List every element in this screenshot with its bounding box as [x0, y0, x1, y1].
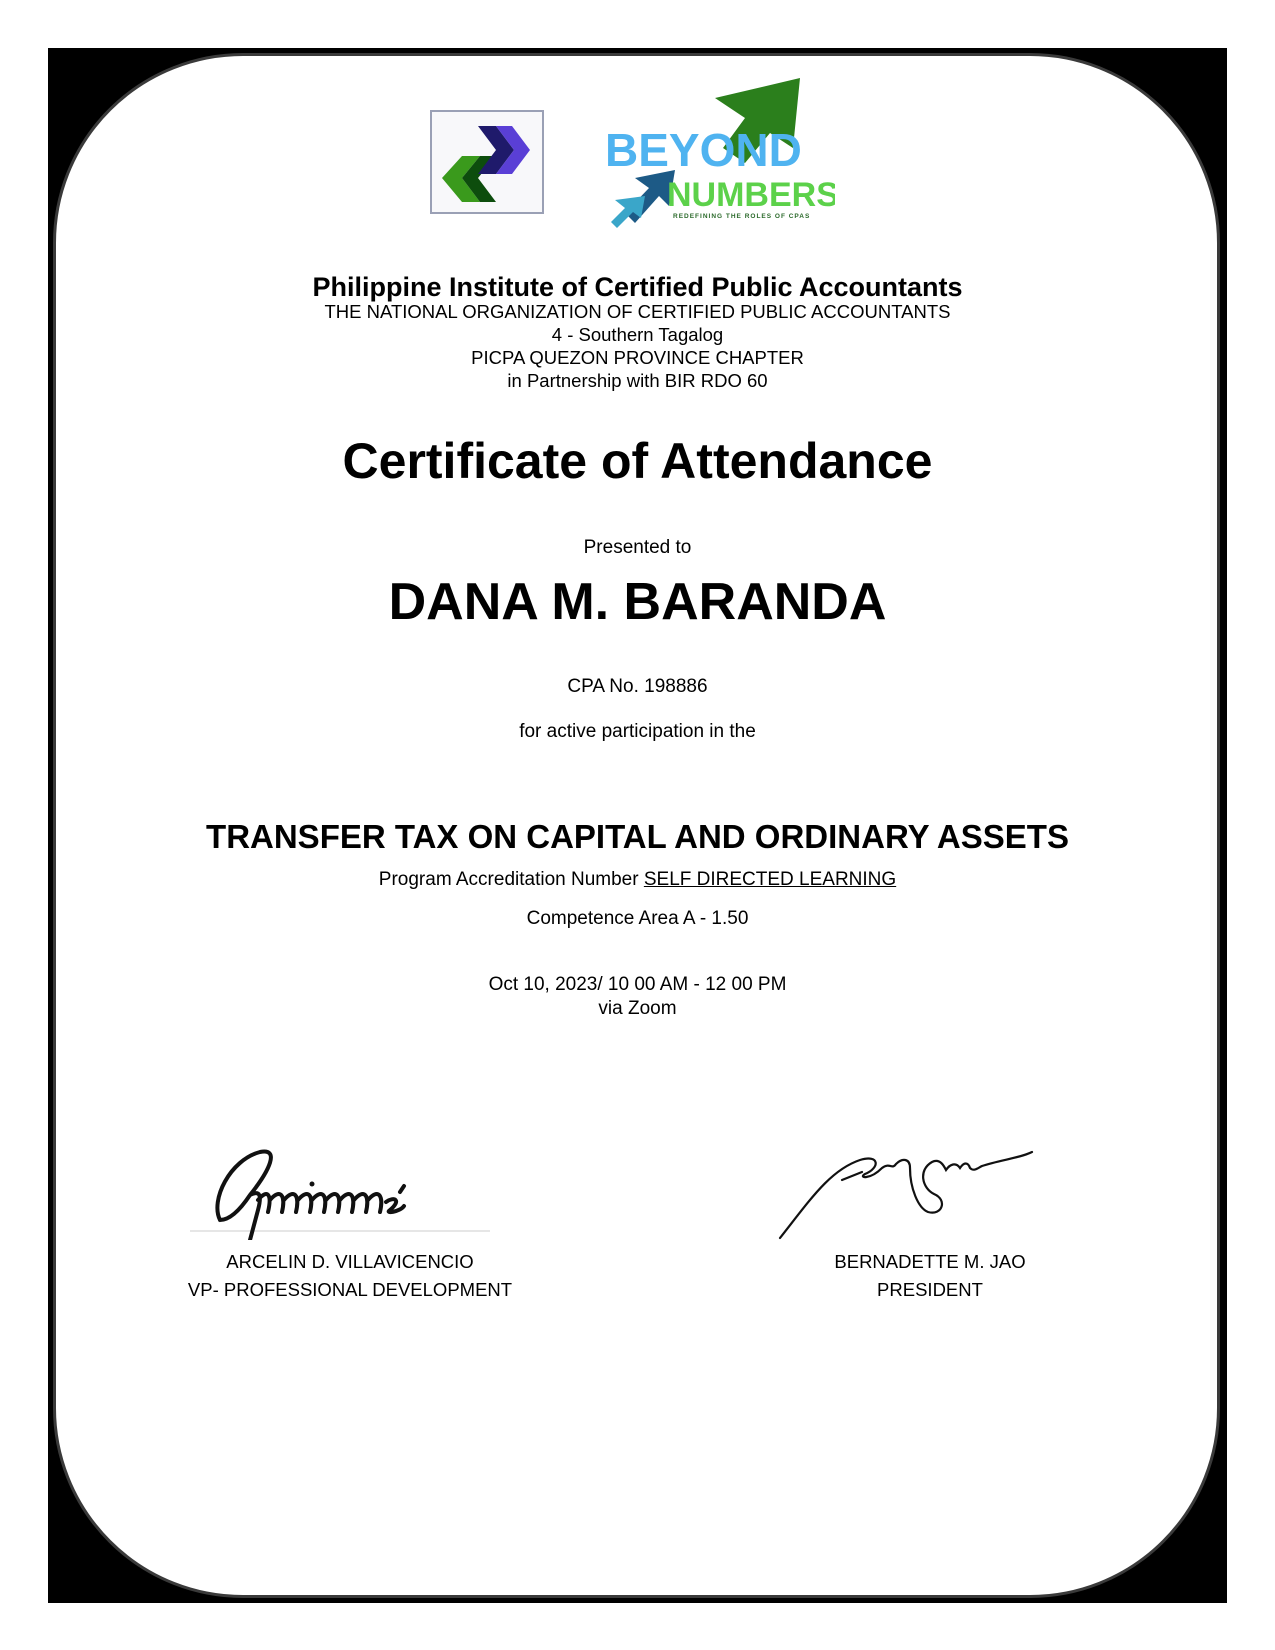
- subtitle-line-2: 4 - Southern Tagalog: [551, 324, 724, 345]
- cpa-number: CPA No. 198886: [567, 676, 708, 697]
- signatory-left-position: VP- PROFESSIONAL DEVELOPMENT: [187, 1279, 513, 1300]
- competence-area: Competence Area A - 1.50: [526, 908, 749, 929]
- subtitle-line-4: in Partnership with BIR RDO 60: [507, 370, 768, 391]
- signatory-left-name: ARCELIN D. VILLAVICENCIO: [226, 1251, 474, 1272]
- beyond-text: BEYOND: [605, 124, 802, 176]
- subtitle-line-3: PICPA QUEZON PROVINCE CHAPTER: [471, 347, 804, 368]
- signature-left-icon: [190, 1140, 490, 1240]
- accreditation-value: SELF DIRECTED LEARNING: [643, 869, 897, 890]
- tagline-text: REDEFINING THE ROLES OF CPAS: [673, 213, 811, 220]
- presented-to-label: Presented to: [583, 537, 692, 558]
- event-venue: via Zoom: [598, 998, 677, 1019]
- picpa-logo: [430, 110, 544, 214]
- beyond-numbers-logo-icon: [605, 78, 835, 238]
- accreditation-label: Program Accreditation Number: [378, 869, 639, 890]
- signatory-right: [790, 1248, 1070, 1304]
- participation-text: for active participation in the: [519, 721, 756, 742]
- program-title: TRANSFER TAX ON CAPITAL AND ORDINARY ASSETS: [206, 818, 1069, 855]
- accreditation-line: [0, 869, 1275, 891]
- organization-name: Philippine Institute of Certified Public Accountants: [312, 272, 963, 302]
- signatory-right-position: PRESIDENT: [877, 1279, 983, 1300]
- certificate-title: Certificate of Attendance: [342, 433, 933, 489]
- beyond-numbers-logo: [605, 78, 835, 238]
- subtitle-line-1: THE NATIONAL ORGANIZATION OF CERTIFIED PUBLIC ACCOUNTANTS: [324, 301, 951, 322]
- chevron-logo-icon: [432, 112, 542, 212]
- recipient-name: DANA M. BARANDA: [388, 573, 887, 631]
- signatory-right-name: BERNADETTE M. JAO: [834, 1251, 1026, 1272]
- event-details: [0, 973, 1275, 1021]
- signature-right-icon: [770, 1140, 1070, 1240]
- signatory-left: [160, 1248, 540, 1304]
- event-date-time: Oct 10, 2023/ 10 00 AM - 12 00 PM: [488, 974, 787, 995]
- numbers-text: NUMBERS: [667, 176, 835, 214]
